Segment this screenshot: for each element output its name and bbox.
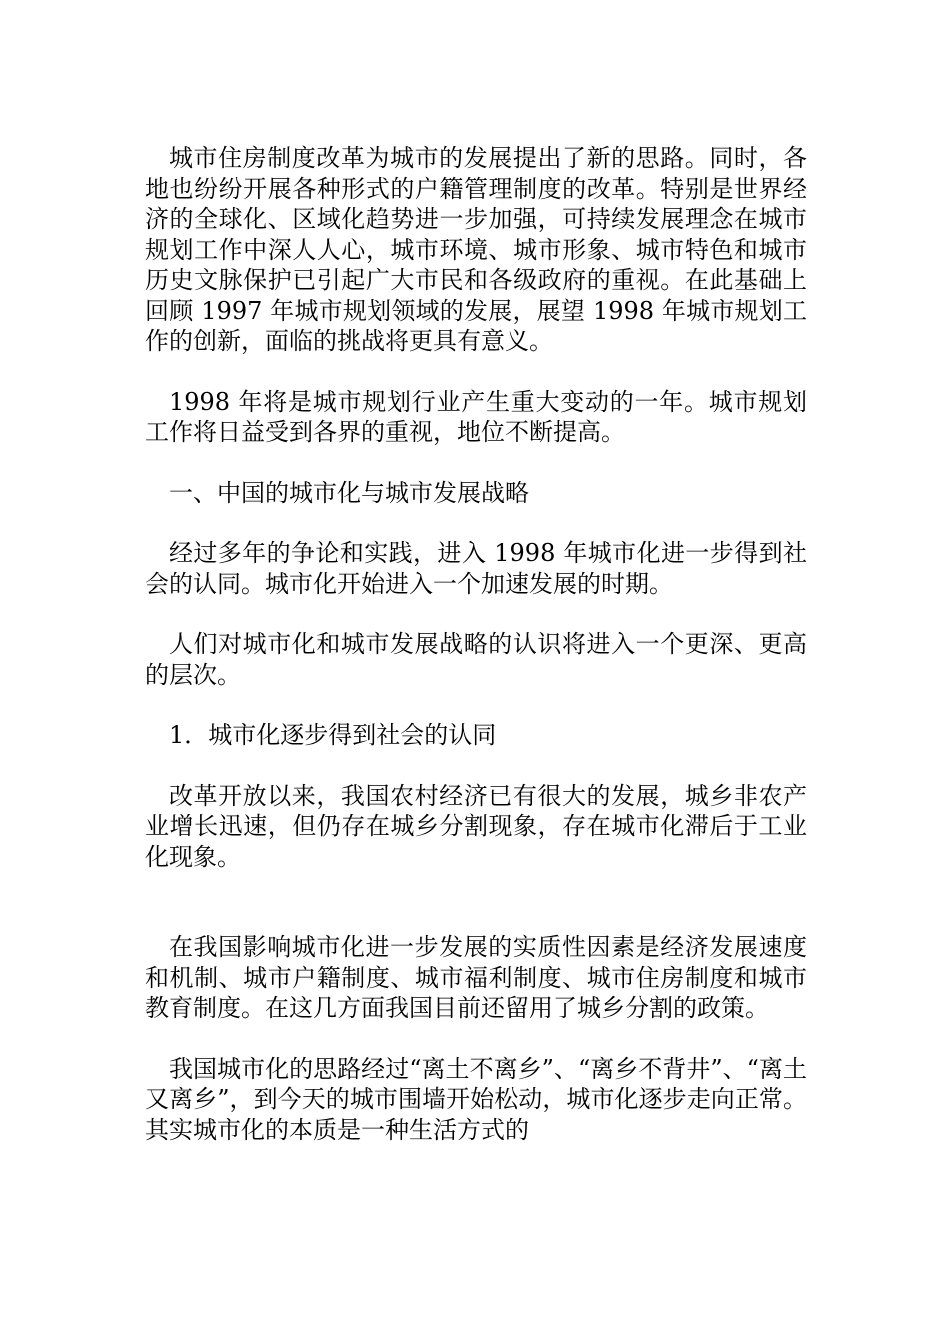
document-body xyxy=(145,143,807,1175)
subheading-urbanization-recognized: 1．城市化逐步得到社会的认同 xyxy=(169,721,497,749)
section-heading-urbanization-strategy: 一、中国的城市化与城市发展战略 xyxy=(169,478,529,507)
paragraph-urbanization-path: 我国城市化的思路经过“离土不离乡”、“离乡不背井”、“离土又离乡”，到今天的城市围墙开始松动，城市化逐步走向正常。其实城市化的本质是一种生活方式的 xyxy=(145,1054,807,1144)
paragraph-social-recognition: 经过多年的争论和实践，进入 1998 年城市化进一步得到社会的认同。城市化开始进入一个加速发展的时期。 xyxy=(145,539,807,598)
paragraph-housing-reform: 城市住房制度改革为城市的发展提出了新的思路。同时，各地也纷纷开展各种形式的户籍管理制度的改革。特别是世界经济的全球化、区域化趋势进一步加强，可持续发展理念在城市规划工作中深人人心，城市环境、城市形象、城市特色和城市历史文脉保护已引起广大市民和各级政府的重视。在此基础上回顾 1997 年城市规划领域的发展，展望 1998 年城市规划工作的创新，面临的挑战将更具有意义。 xyxy=(145,144,807,355)
paragraph-key-factors: 在我国影响城市化进一步发展的实质性因素是经济发展速度和机制、城市户籍制度、城市福利制度、城市住房制度和城市教育制度。在这几方面我国目前还留用了城乡分割的政策。 xyxy=(145,933,807,1022)
paragraph-rural-economy: 改革开放以来，我国农村经济已有很大的发展，城乡非农产业增长迅速，但仍存在城乡分割现象，存在城市化滞后于工业化现象。 xyxy=(145,781,807,871)
paragraph-1998-outlook: 1998 年将是城市规划行业产生重大变动的一年。城市规划工作将日益受到各界的重视，地位不断提高。 xyxy=(145,387,807,446)
paragraph-deeper-understanding: 人们对城市化和城市发展战略的认识将进入一个更深、更高的层次。 xyxy=(145,630,807,689)
